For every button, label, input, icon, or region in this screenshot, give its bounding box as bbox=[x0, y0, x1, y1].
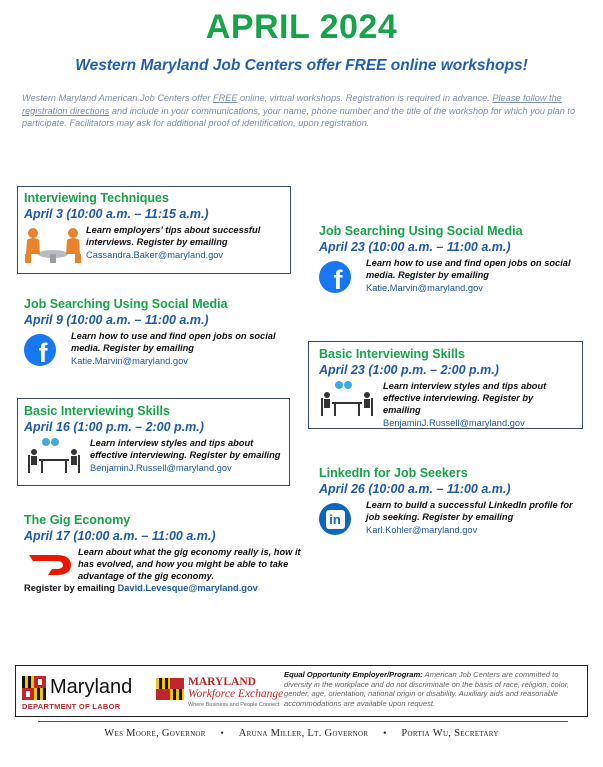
workshop-email-link[interactable]: BenjaminJ.Russell@maryland.gov bbox=[383, 418, 525, 428]
page-subtitle: Western Maryland Job Centers offer FREE online workshops! bbox=[75, 57, 528, 74]
separator-bullet: • bbox=[220, 729, 225, 739]
workshop-title: Basic Interviewing Skills bbox=[24, 404, 170, 418]
workshop-title: The Gig Economy bbox=[24, 513, 131, 527]
workshop-title: Interviewing Techniques bbox=[24, 191, 169, 205]
workshop-linkedin bbox=[319, 466, 589, 535]
meeting-people-icon bbox=[24, 224, 82, 269]
workshop-gig-economy bbox=[24, 513, 314, 593]
governor-name: Wes Moore, Governor bbox=[104, 728, 206, 739]
workshop-title: Job Searching Using Social Media bbox=[319, 224, 523, 238]
workshop-email-link[interactable]: Katie.Marvin@maryland.gov bbox=[71, 356, 188, 366]
linkedin-icon: in bbox=[319, 503, 351, 535]
workshop-basic-interviewing-april-16 bbox=[17, 398, 290, 486]
maryland-logo-text: Maryland bbox=[50, 676, 133, 698]
facebook-icon: f bbox=[319, 261, 351, 293]
workshop-description: Learn how to use and find open jobs on social media. Register by emailing bbox=[71, 331, 276, 353]
secretary-name: Portia Wu, Secretary bbox=[401, 728, 499, 739]
workshop-email-link[interactable]: Karl.Kohler@maryland.gov bbox=[366, 525, 478, 535]
eeo-label: Equal Opportunity Employer/Program: bbox=[284, 670, 423, 679]
workshop-title: LinkedIn for Job Seekers bbox=[319, 466, 468, 480]
intro-text-3: and include in your communications, your name, phone number and the title of the workshop for which you plan to participate. Facilitators may ask for additional proof of identification, upon registration. bbox=[22, 105, 576, 128]
maryland-flag-icon bbox=[22, 676, 46, 700]
eeo-text: American Job Centers are committed to diversity in the workplace and do not discriminate on the basis of race, religion, color, gender, age, orientation, national origin or disability. Auxiliary aids and reasonable accommodations are available upon request. bbox=[284, 670, 569, 708]
maryland-labor-logo bbox=[22, 672, 148, 712]
workshop-date: April 9 (10:00 a.m. – 11:00 a.m.) bbox=[24, 313, 209, 327]
mwe-subtitle: Workforce Exchange bbox=[188, 688, 284, 700]
intro-text-1: Western Maryland American Job Centers offer bbox=[22, 93, 213, 103]
workshop-date: April 17 (10:00 a.m. – 11:00 a.m.) bbox=[24, 529, 216, 543]
separator-bullet: • bbox=[383, 729, 387, 739]
footer-box bbox=[15, 665, 588, 717]
facebook-icon: f bbox=[24, 334, 56, 366]
maryland-workforce-exchange-logo bbox=[156, 672, 284, 712]
workshop-date: April 23 (10:00 a.m. – 11:00 a.m.) bbox=[319, 240, 511, 254]
department-of-labor: DEPARTMENT OF LABOR bbox=[22, 702, 121, 711]
workshop-description: Learn interview styles and tips about effective interviewing. Register by emailing bbox=[383, 381, 547, 415]
workshop-basic-interviewing-april-23 bbox=[308, 341, 583, 429]
intro-paragraph bbox=[22, 92, 584, 130]
intro-free: FREE bbox=[212, 93, 238, 103]
workshop-title: Basic Interviewing Skills bbox=[319, 347, 465, 361]
register-text: Register by emailing bbox=[24, 583, 115, 593]
register-line bbox=[24, 583, 314, 593]
workshop-title: Job Searching Using Social Media bbox=[24, 297, 228, 311]
signature-divider bbox=[38, 721, 568, 722]
signature-line bbox=[0, 728, 603, 739]
workshop-interviewing-techniques bbox=[17, 186, 291, 274]
workshop-description: Learn about what the gig economy really is, how it has evolved, and how you might be able to take advantage of the gig economy. bbox=[78, 547, 301, 581]
workshop-description: Learn how to use and find open jobs on social media. Register by emailing bbox=[366, 258, 571, 280]
workshop-date: April 16 (1:00 p.m. – 2:00 p.m.) bbox=[24, 420, 204, 434]
workshop-description: Learn interview styles and tips about effective interviewing. Register by emailing bbox=[90, 438, 281, 460]
workshop-date: April 23 (1:00 p.m. – 2:00 p.m.) bbox=[319, 363, 499, 377]
interview-table-icon bbox=[24, 437, 84, 480]
workshop-email-link[interactable]: Katie.Marvin@maryland.gov bbox=[366, 283, 483, 293]
workshop-social-media-april-23 bbox=[319, 224, 589, 293]
lt-governor-name: Aruna Miller, Lt. Governor bbox=[238, 728, 369, 739]
workshop-social-media-april-9 bbox=[24, 297, 294, 366]
interview-table-icon bbox=[317, 380, 377, 423]
workshop-description: Learn employers’ tips about successful interviews. Register by emailing bbox=[86, 225, 261, 247]
workshop-email-link[interactable]: Cassandra.Baker@maryland.gov bbox=[86, 250, 224, 260]
intro-text-2: online, virtual workshops. Registration is required in advance. bbox=[237, 93, 493, 103]
doordash-icon bbox=[28, 552, 72, 583]
mwe-title: MARYLAND bbox=[188, 676, 256, 688]
workshop-date: April 26 (10:00 a.m. – 11:00 a.m.) bbox=[319, 482, 511, 496]
workshop-description: Learn to build a successful LinkedIn profile for job seeking. Register by emailing bbox=[366, 500, 573, 522]
equal-opportunity-statement bbox=[284, 670, 582, 708]
workshop-email-link[interactable]: BenjaminJ.Russell@maryland.gov bbox=[90, 463, 232, 473]
workshop-email-link[interactable]: David.Levesque@maryland.gov bbox=[117, 583, 258, 593]
registration-directions-link[interactable]: Please follow the registration directions bbox=[22, 93, 562, 116]
maryland-flag-icon bbox=[156, 678, 184, 700]
mwe-tagline: Where Business and People Connect bbox=[188, 702, 280, 708]
workshop-date: April 3 (10:00 a.m. – 11:15 a.m.) bbox=[24, 207, 209, 221]
page-title: APRIL 2024 bbox=[205, 8, 398, 46]
